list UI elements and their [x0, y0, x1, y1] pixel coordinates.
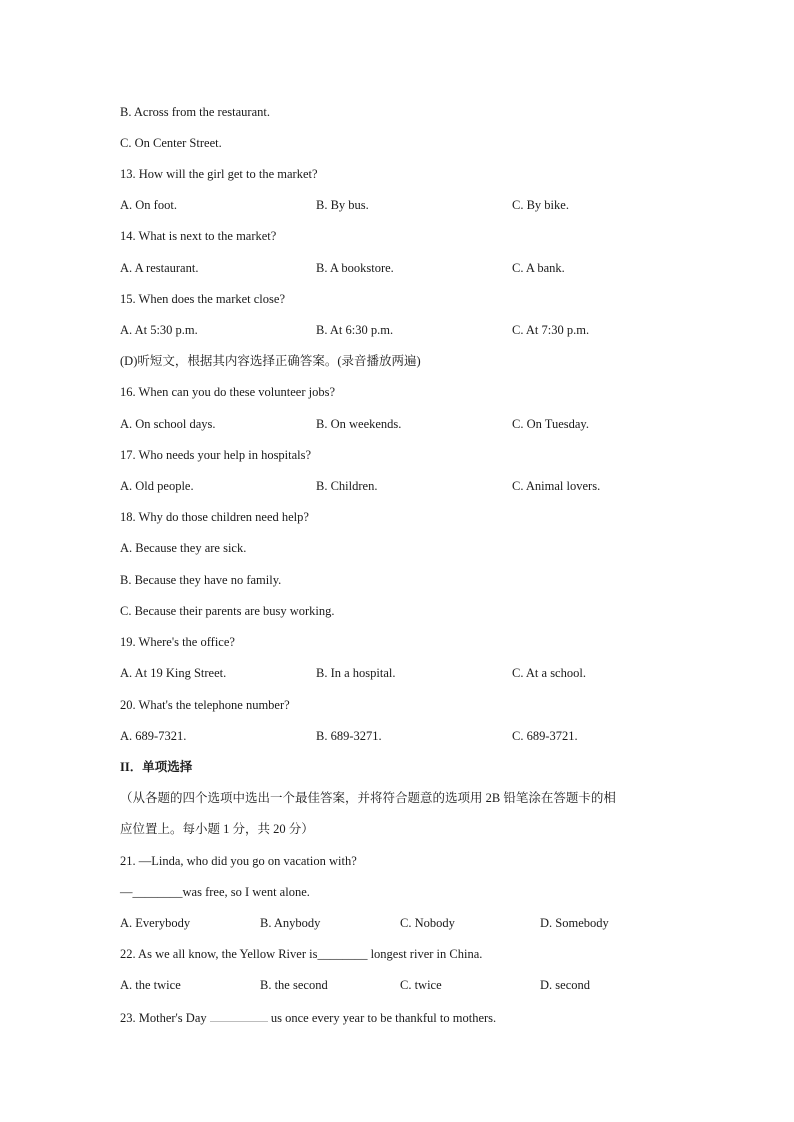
q19-option-c: C. At a school.	[512, 666, 586, 680]
q23-answer-blank	[210, 1009, 268, 1022]
q22-option-a: A. the twice	[120, 978, 181, 992]
q22-option-b: B. the second	[260, 978, 328, 992]
q15-option-c: C. At 7:30 p.m.	[512, 323, 590, 337]
q23-question-start: 23. Mother's Day	[120, 1011, 210, 1025]
section-ii-instruction-1: （从各题的四个选项中选出一个最佳答案，并将符合题意的选项用 2B 铅笔涂在答题卡的相	[120, 791, 616, 805]
q21-option-b: B. Anybody	[260, 916, 321, 930]
section-ii-instruction-2: 应位置上。每小题 1 分，共 20 分）	[120, 822, 314, 836]
q17-option-b: B. Children.	[316, 479, 378, 493]
q22-option-d: D. second	[540, 978, 590, 992]
q13-option-b: B. By bus.	[316, 198, 369, 212]
q13-option-a: A. On foot.	[120, 198, 177, 212]
q14-option-a: A. A restaurant.	[120, 261, 199, 275]
q18-option-b: B. Because they have no family.	[120, 573, 282, 587]
q21-reply-blank: —________	[120, 885, 183, 899]
q17-option-a: A. Old people.	[120, 479, 194, 493]
q23-question-end: us once every year to be thankful to mothers.	[267, 1011, 497, 1025]
q14-question: 14. What is next to the market?	[120, 229, 277, 243]
q16-option-b: B. On weekends.	[316, 417, 402, 431]
q20-option-a: A. 689-7321.	[120, 729, 187, 743]
q13-option-c: C. By bike.	[512, 198, 569, 212]
q21-option-a: A. Everybody	[120, 916, 191, 930]
part-d-instruction: (D)听短文，根据其内容选择正确答案。(录音播放两遍)	[120, 354, 421, 368]
q23-question	[120, 1009, 496, 1026]
q20-option-b: B. 689-3271.	[316, 729, 382, 743]
q19-option-b: B. In a hospital.	[316, 666, 396, 680]
q14-option-c: C. A bank.	[512, 261, 565, 275]
q22-question-start: 22. As we all know, the Yellow River is________	[120, 947, 368, 961]
q18-option-c: C. Because their parents are busy working.	[120, 604, 335, 618]
q16-question: 16. When can you do these volunteer jobs?	[120, 385, 335, 399]
q22-option-c: C. twice	[400, 978, 442, 992]
q18-question: 18. Why do those children need help?	[120, 510, 309, 524]
q15-option-b: B. At 6:30 p.m.	[316, 323, 394, 337]
q12-option-b: B. Across from the restaurant.	[120, 105, 270, 119]
section-ii-heading: II．单项选择	[120, 760, 193, 774]
q19-option-a: A. At 19 King Street.	[120, 666, 227, 680]
q16-option-c: C. On Tuesday.	[512, 417, 589, 431]
q22-question	[120, 946, 482, 962]
q21-option-c: C. Nobody	[400, 916, 455, 930]
q18-option-a: A. Because they are sick.	[120, 541, 247, 555]
q14-option-b: B. A bookstore.	[316, 261, 394, 275]
q21-reply	[120, 884, 310, 900]
q21-question: 21. —Linda, who did you go on vacation with?	[120, 854, 357, 868]
q20-question: 20. What's the telephone number?	[120, 698, 290, 712]
q19-question: 19. Where's the office?	[120, 635, 235, 649]
q15-option-a: A. At 5:30 p.m.	[120, 323, 198, 337]
q22-question-end: longest river in China.	[367, 947, 483, 961]
q12-option-c: C. On Center Street.	[120, 136, 222, 150]
q15-question: 15. When does the market close?	[120, 292, 285, 306]
q21-reply-text: was free, so I went alone.	[182, 885, 310, 899]
q16-option-a: A. On school days.	[120, 417, 216, 431]
q13-question: 13. How will the girl get to the market?	[120, 167, 318, 181]
q20-option-c: C. 689-3721.	[512, 729, 578, 743]
q17-option-c: C. Animal lovers.	[512, 479, 601, 493]
q21-option-d: D. Somebody	[540, 916, 609, 930]
q17-question: 17. Who needs your help in hospitals?	[120, 448, 312, 462]
